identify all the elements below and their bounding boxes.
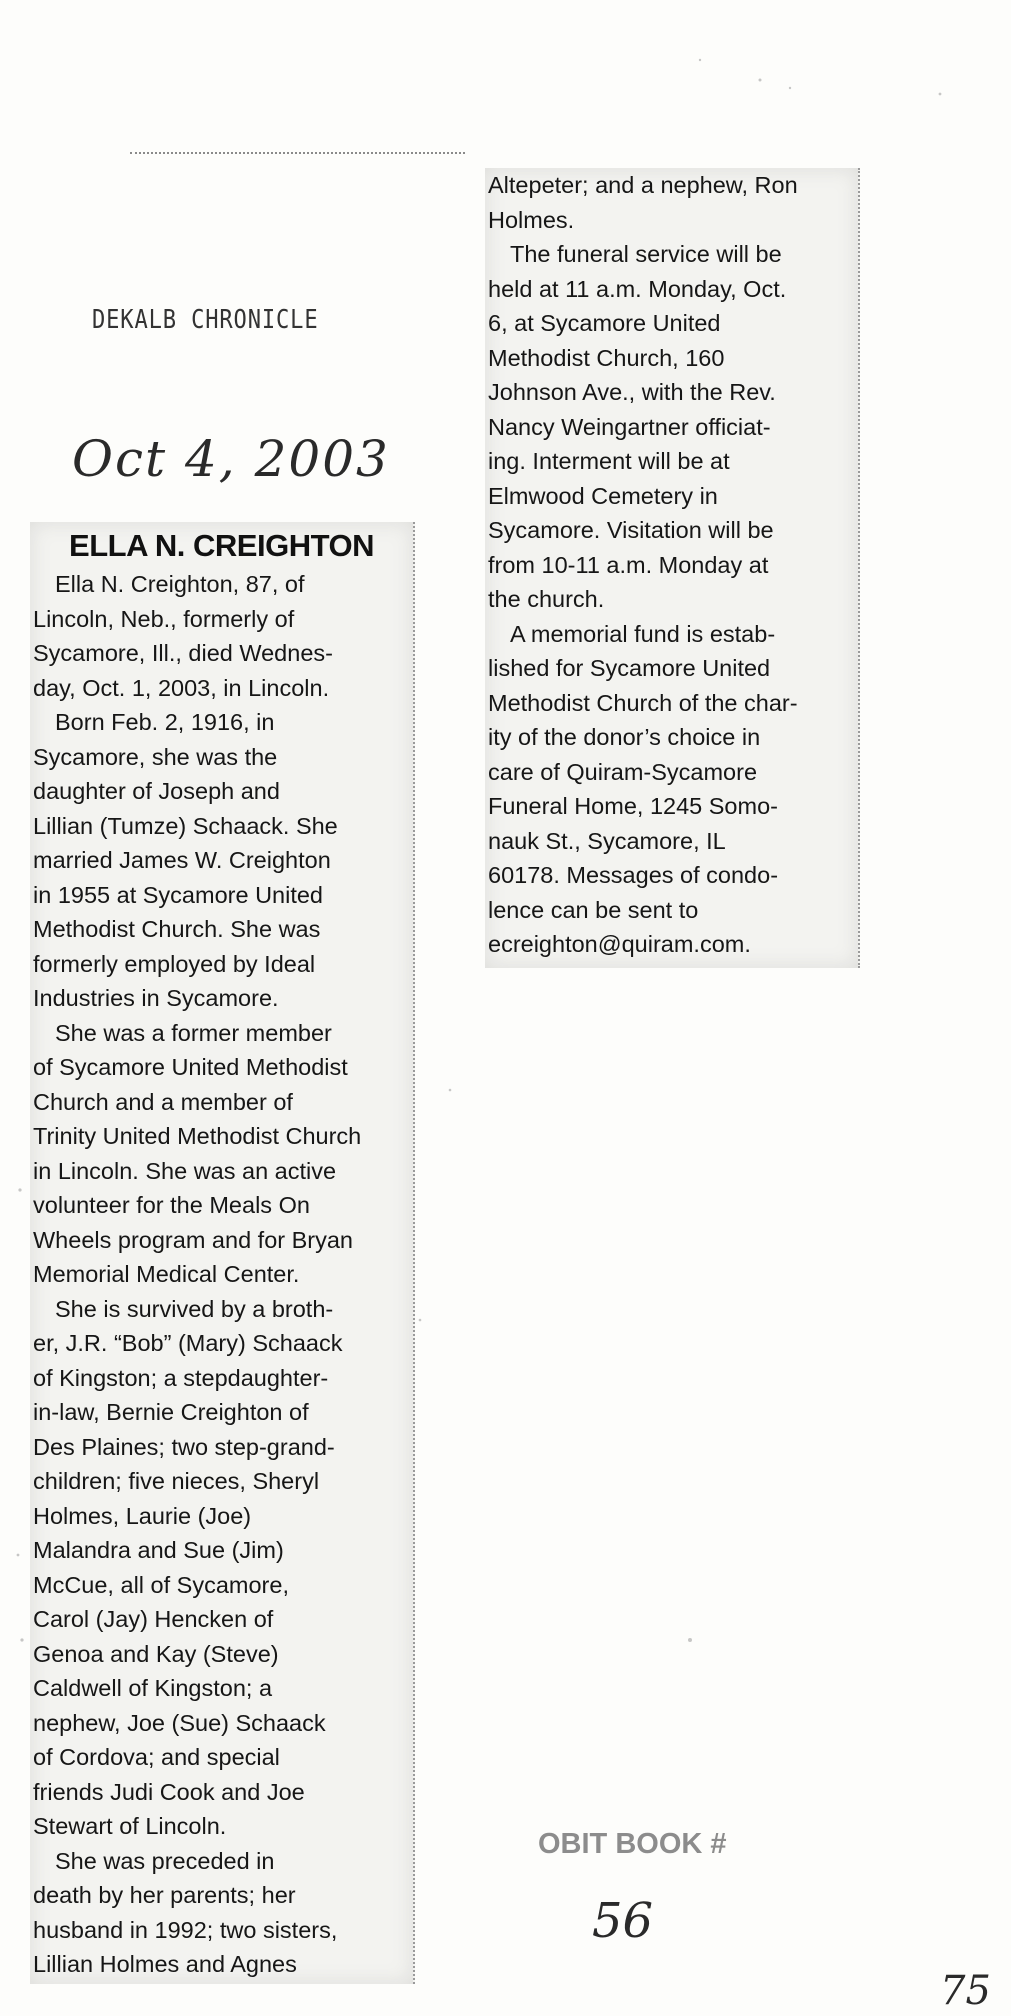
page-number: 75: [940, 1968, 991, 2014]
text-line: of Cordova; and special: [33, 1744, 280, 1770]
text-line: the church.: [488, 586, 605, 612]
text-line: Sycamore. Visitation will be: [488, 517, 774, 543]
text-line: held at 11 a.m. Monday, Oct.: [488, 275, 787, 302]
text-line: 6, at Sycamore United: [488, 310, 721, 336]
text-line: nephew, Joe (Sue) Schaack: [33, 1709, 326, 1736]
text-line: in-law, Bernie Creighton of: [33, 1399, 309, 1425]
text-line: Malandra and Sue (Jim): [33, 1537, 284, 1563]
text-line: Lillian Holmes and Agnes: [33, 1951, 297, 1977]
obituary-headline: ELLA N. CREIGHTON: [69, 528, 374, 563]
text-line: death by her parents; her: [33, 1882, 296, 1908]
text-line: The funeral service will be: [510, 241, 782, 267]
text-line: of Sycamore United Methodist: [33, 1054, 348, 1080]
obituary-text-right: [488, 168, 858, 962]
text-line: 60178. Messages of condo-: [488, 862, 779, 888]
text-line: Trinity United Methodist Church: [33, 1123, 362, 1149]
text-line: Altepeter; and a nephew, Ron: [488, 172, 798, 198]
text-line: married James W. Creighton: [33, 847, 331, 873]
text-line: She was a former member: [55, 1019, 332, 1046]
text-line: She is survived by a broth-: [55, 1295, 334, 1322]
text-line: from 10-11 a.m. Monday at: [488, 551, 769, 578]
text-line: Des Plaines; two step-grand-: [33, 1433, 335, 1460]
text-line: McCue, all of Sycamore,: [33, 1571, 289, 1598]
text-line: Sycamore, she was the: [33, 743, 278, 770]
text-line: Genoa and Kay (Steve): [33, 1640, 279, 1667]
text-line: Methodist Church. She was: [33, 916, 321, 942]
text-line: Lincoln, Neb., formerly of: [33, 605, 295, 632]
text-line: friends Judi Cook and Joe: [33, 1778, 305, 1805]
text-line: in Lincoln. She was an active: [33, 1157, 337, 1184]
handwritten-date: Oct 4, 2003: [72, 430, 390, 488]
text-line: Memorial Medical Center.: [33, 1261, 300, 1287]
text-line: Holmes, Laurie (Joe): [33, 1502, 252, 1529]
text-line: ing. Interment will be at: [488, 448, 730, 474]
text-line: Born Feb. 2, 1916, in: [55, 709, 275, 735]
scan-edge-rule: [130, 152, 465, 154]
text-line: Elmwood Cemetery in: [488, 482, 718, 509]
text-line: A memorial fund is estab-: [510, 620, 776, 647]
text-line: in 1955 at Sycamore United: [33, 881, 323, 908]
text-line: daughter of Joseph and: [33, 778, 280, 804]
text-line: Holmes.: [488, 206, 575, 233]
text-line: care of Quiram-Sycamore: [488, 758, 758, 785]
text-line: nauk St., Sycamore, IL: [488, 827, 726, 854]
text-line: She was preceded in: [55, 1847, 275, 1874]
text-line: Caldwell of Kingston; a: [33, 1675, 273, 1701]
text-line: Stewart of Lincoln.: [33, 1813, 227, 1839]
text-line: Wheels program and for Bryan: [33, 1226, 354, 1253]
obituary-text-left: [33, 567, 411, 1982]
text-line: Johnson Ave., with the Rev.: [488, 379, 776, 405]
text-line: Carol (Jay) Hencken of: [33, 1606, 274, 1632]
text-line: volunteer for the Meals On: [33, 1192, 310, 1218]
text-line: Industries in Sycamore.: [33, 985, 279, 1011]
text-line: ecreighton@quiram.com.: [488, 931, 751, 957]
text-line: Methodist Church of the char-: [488, 689, 798, 716]
obit-book-label: OBIT BOOK #: [538, 1828, 727, 1860]
text-line: of Kingston; a stepdaughter-: [33, 1364, 329, 1391]
text-line: Church and a member of: [33, 1088, 293, 1115]
text-line: husband in 1992; two sisters,: [33, 1916, 338, 1943]
text-line: lished for Sycamore United: [488, 655, 771, 681]
text-line: Nancy Weingartner officiat-: [488, 413, 771, 440]
text-line: children; five nieces, Sheryl: [33, 1468, 320, 1494]
text-line: Ella N. Creighton, 87, of: [55, 571, 305, 597]
text-line: Sycamore, Ill., died Wednes-: [33, 640, 333, 666]
text-line: day, Oct. 1, 2003, in Lincoln.: [33, 674, 330, 701]
text-line: lence can be sent to: [488, 896, 699, 923]
obit-book-number: 56: [592, 1893, 654, 1949]
text-line: Funeral Home, 1245 Somo-: [488, 793, 778, 819]
text-line: formerly employed by Ideal: [33, 950, 316, 977]
text-line: Methodist Church, 160: [488, 344, 725, 371]
text-line: er, J.R. “Bob” (Mary) Schaack: [33, 1330, 343, 1356]
publication-name: DEKALB CHRONICLE: [92, 305, 319, 335]
text-line: ity of the donor’s choice in: [488, 724, 761, 750]
text-line: Lillian (Tumze) Schaack. She: [33, 812, 338, 839]
